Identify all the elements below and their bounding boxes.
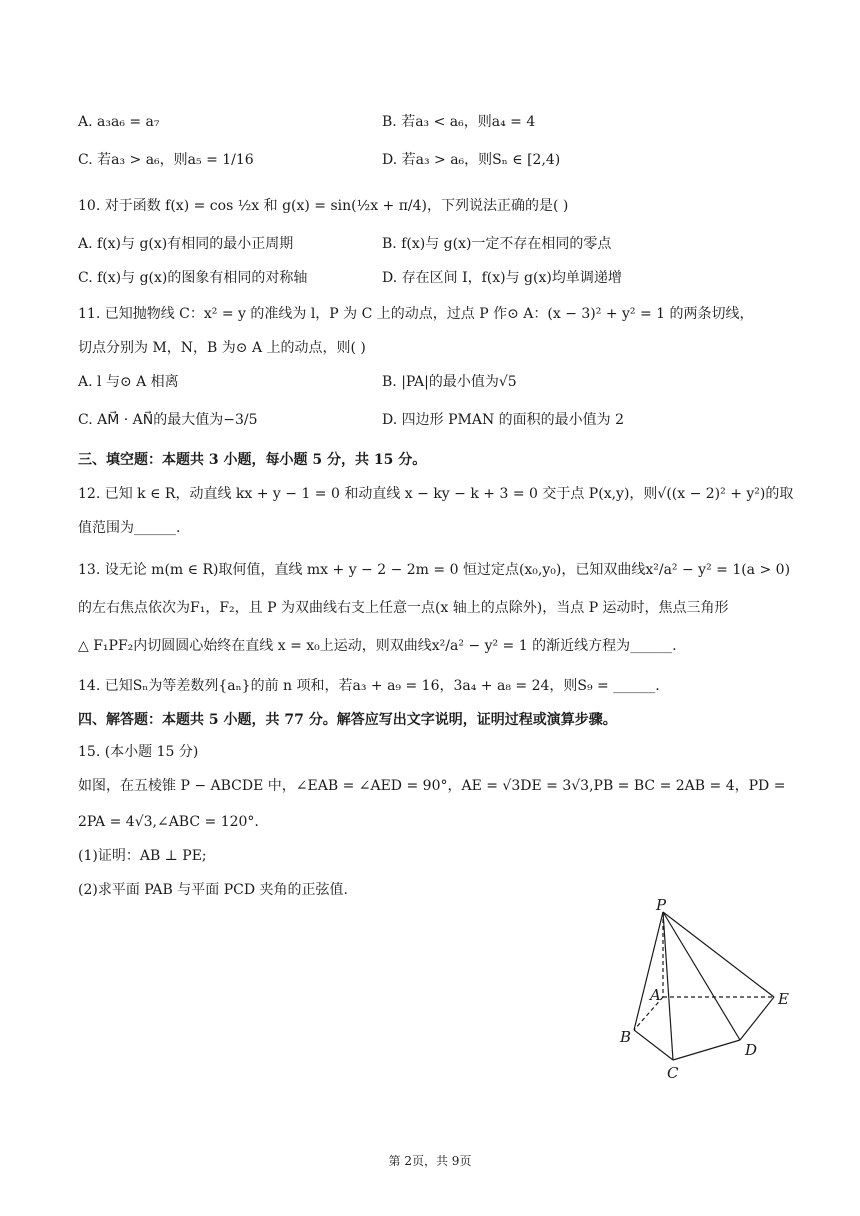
edge-bc <box>634 1030 673 1060</box>
option-10b: B. f(x)与 g(x)一定不存在相同的零点 <box>382 236 612 252</box>
option-11c: C. AM⃗ · AN⃗的最大值为−3/5 <box>78 412 258 428</box>
vertex-label-d: D <box>745 1041 758 1059</box>
question-15-line2: 2PA = 4√3,∠ABC = 120°. <box>78 814 259 830</box>
option-11b: B. |PA|的最小值为√5 <box>382 374 517 390</box>
edge-pb <box>634 912 663 1030</box>
section-3-heading: 三、填空题：本题共 3 小题，每小题 5 分，共 15 分。 <box>78 452 427 468</box>
option-10a: A. f(x)与 g(x)有相同的最小正周期 <box>78 236 294 252</box>
option-10d: D. 存在区间 I，f(x)与 g(x)均单调递增 <box>382 270 622 286</box>
pyramid-figure <box>610 898 800 1083</box>
option-9b: B. 若a₃ < a₆，则a₄ = 4 <box>382 114 536 130</box>
option-11d: D. 四边形 PMAN 的面积的最小值为 2 <box>382 412 624 428</box>
option-11a: A. l 与⊙ A 相离 <box>78 374 179 390</box>
question-15-part1: (1)证明：AB ⊥ PE; <box>78 848 207 864</box>
question-14: 14. 已知Sₙ为等差数列{aₙ}的前 n 项和，若a₃ + a₉ = 16，3a₄ + a₈ = 24，则S₉ = ______. <box>78 678 660 694</box>
option-9a: A. a₃a₆ = a₇ <box>78 114 160 130</box>
option-9c: C. 若a₃ > a₆，则a₅ = 1/16 <box>78 152 254 168</box>
question-13-line3: △ F₁PF₂内切圆圆心始终在直线 x = x₀上运动，则双曲线x²/a² − y² = 1 的渐近线方程为______. <box>78 638 677 654</box>
vertex-label-p: P <box>656 898 667 914</box>
edge-cd <box>673 1040 740 1060</box>
question-15-line1: 如图，在五棱锥 P − ABCDE 中，∠EAB = ∠AED = 90°，AE = √3DE = 3√3,PB = BC = 2AB = 4，PD = <box>78 778 786 794</box>
page-footer: 第 2页，共 9页 <box>388 1154 472 1168</box>
edge-pc <box>663 912 673 1060</box>
question-13-line1: 13. 设无论 m(m ∈ R)取何值，直线 mx + y − 2 − 2m = 0 恒过定点(x₀,y₀)，已知双曲线x²/a² − y² = 1(a > 0) <box>78 562 791 578</box>
vertex-label-c: C <box>667 1064 679 1082</box>
question-15-title: 15. (本小题 15 分) <box>78 744 199 760</box>
section-4-heading: 四、解答题：本题共 5 小题，共 77 分。解答应写出文字说明，证明过程或演算步骤。 <box>78 712 617 728</box>
option-10c: C. f(x)与 g(x)的图象有相同的对称轴 <box>78 270 308 286</box>
vertex-label-e: E <box>778 990 789 1008</box>
question-12-line1: 12. 已知 k ∈ R，动直线 kx + y − 1 = 0 和动直线 x − ky − k + 3 = 0 交于点 P(x,y)，则√((x − 2)² + y²)的取 <box>78 486 794 502</box>
question-15-part2: (2)求平面 PAB 与平面 PCD 夹角的正弦值. <box>78 882 348 898</box>
question-11-line2: 切点分别为 M，N，B 为⊙ A 上的动点，则( ) <box>78 340 366 356</box>
option-9d: D. 若a₃ > a₆，则Sₙ ∈ [2,4) <box>382 152 561 168</box>
question-10: 10. 对于函数 f(x) = cos ½x 和 g(x) = sin(½x + π/4)，下列说法正确的是( ) <box>78 198 569 214</box>
question-11-line1: 11. 已知抛物线 C：x² = y 的准线为 l，P 为 C 上的动点，过点 P 作⊙ A：(x − 3)² + y² = 1 的两条切线， <box>78 306 754 322</box>
vertex-label-b: B <box>620 1028 632 1046</box>
edge-de <box>740 997 774 1040</box>
edge-pe <box>663 912 774 997</box>
edge-pd <box>663 912 740 1040</box>
question-13-line2: 的左右焦点依次为F₁，F₂，且 P 为双曲线右支上任意一点(x 轴上的点除外)，当点 P 运动时，焦点三角形 <box>78 600 729 616</box>
question-12-line2: 值范围为______. <box>78 520 181 536</box>
vertex-label-a: A <box>650 986 661 1004</box>
